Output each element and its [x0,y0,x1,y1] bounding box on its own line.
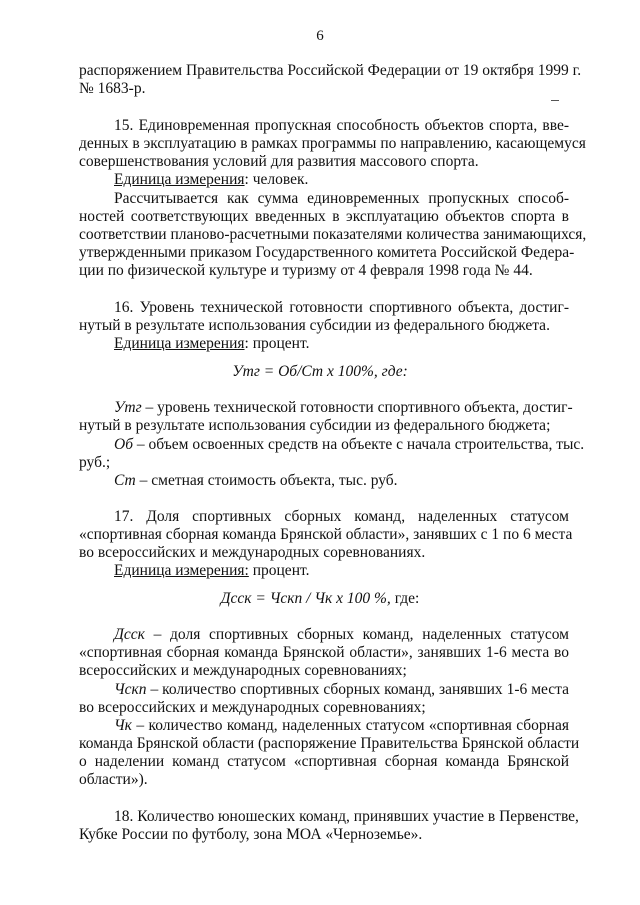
definition: Дсск – доля спортивных сборных команд, наделенных статусом [114,626,569,643]
item-15-line: денных в эксплуатацию в рамках программы по направлению, касающемуся [79,135,586,152]
definition-cont: во всероссийских и международных соревнованиях; [79,699,426,716]
definition-cont: о наделении команд статусом «спортивная сборная команда Брянской [79,753,569,770]
term: Об [114,436,133,453]
item-18-line: 18. Количество юношеских команд, принявших участие в Первенстве, [114,808,579,825]
margin-mark [551,100,559,101]
formula-dssk: Дсск = Чскп / Чк х 100 %, где: [220,590,420,607]
item-15-unit [114,171,569,189]
term: Ст [114,472,136,489]
unit-label: Единица измерения [114,171,245,188]
item-15-calc: ции по физической культуре и туризму от 4 февраля 1998 года № 44. [79,262,533,279]
term: Чк [114,717,132,734]
unit-value: : процент. [244,335,310,352]
item-15-calc: утвержденными приказом Государственного комитета Российской Федера- [79,244,575,261]
item-17-line: 17. Доля спортивных сборных команд, наделенных статусом [114,508,569,525]
definition-cont: команда Брянской области (распоряжение Правительства Брянской области [79,735,580,752]
item-16-line: нутый в результате использования субсидии из федерального бюджета. [79,317,550,334]
definition: Об – объем освоенных средств на объекте с начала строительства, тыс. [114,436,585,453]
formula-utg: Утг = Об/Ст х 100%, где: [232,363,408,380]
text-line: распоряжением Правительства Российской Федерации от 19 октября 1999 г. [79,62,582,79]
item-17-line: «спортивная сборная команда Брянской области», занявших с 1 по 6 места [79,526,573,543]
item-16-line: 16. Уровень технической готовности спортивного объекта, достиг- [114,299,569,316]
definition: Чк – количество команд, наделенных статусом «спортивная сборная [114,717,569,734]
definition-cont: области»). [79,771,148,788]
definition: Утг – уровень технической готовности спортивного объекта, достиг- [114,399,573,416]
text-line: № 1683-р. [79,80,146,97]
definition-cont: руб.; [79,454,111,471]
item-15-line: совершенствования условий для развития массового спорта. [79,153,479,170]
item-15-calc: Рассчитывается как сумма единовременных пропускных способ- [114,190,569,207]
item-16-unit [114,335,569,353]
page-number: 6 [316,28,324,44]
item-15-calc: соответствии планово-расчетными показателями количества занимающихся, [79,226,587,243]
definition-cont: всероссийских и международных соревнованиях; [79,662,407,679]
item-15-line: 15. Единовременная пропускная способность объектов спорта, вве- [114,117,569,134]
definition-cont: «спортивная сборная команда Брянской области», занявших 1-6 места во [79,644,569,661]
unit-label: Единица измерения: [114,562,249,579]
term: Утг [114,399,142,416]
item-17-line: во всероссийских и международных соревнованиях. [79,544,426,561]
unit-value: : человек. [244,171,309,188]
item-18-line: Кубке России по футболу, зона МОА «Черноземье». [79,826,423,843]
definition: Ст – сметная стоимость объекта, тыс. руб. [114,472,398,489]
item-15-calc: ностей соответствующих введенных в эксплуатацию объектов спорта в [79,208,569,225]
unit-label: Единица измерения [114,335,245,352]
item-17-unit [114,562,569,580]
term: Чскп [114,681,147,698]
unit-value: процент. [248,562,310,579]
definition: Чскп – количество спортивных сборных команд, занявших 1-6 места [114,681,569,698]
definition-cont: нутый в результате использования субсидии из федерального бюджета; [79,417,551,434]
term: Дсск [114,626,145,643]
